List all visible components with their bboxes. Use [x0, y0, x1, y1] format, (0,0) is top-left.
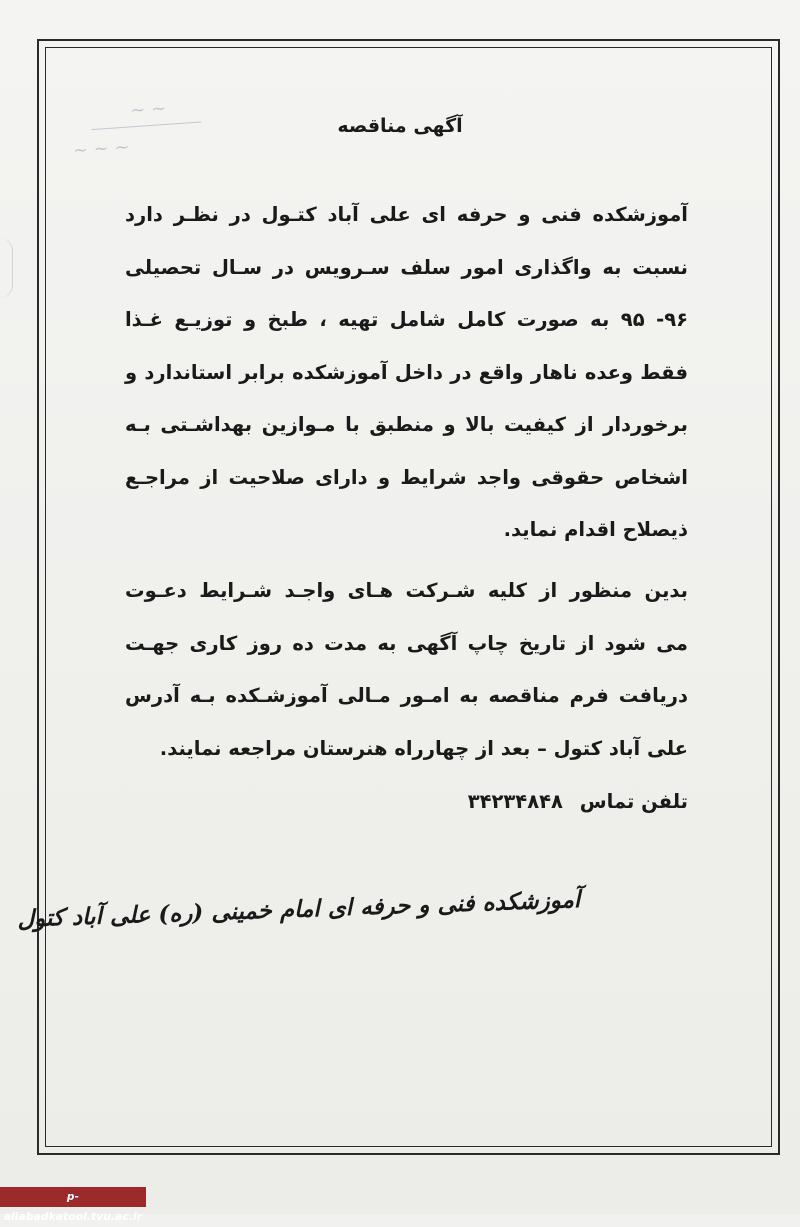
faded-stamp: ~ ~ ~ ~ ~: [60, 95, 215, 175]
notice-paragraph-2: [125, 565, 688, 775]
paragraph-1-line: آموزشکده فنی و حرفه ای علی آباد کتـول در نظـر دارد: [125, 203, 688, 226]
notice-title: آگهی مناقصه: [337, 115, 463, 137]
paragraph-1-line: اشخاص حقوقی واجد شرایط و دارای صلاحیت از مراجـع: [125, 465, 688, 489]
paragraph-2-line: دریافت فرم مناقصه به امـور مـالی آموزشـکده بـه آدرس: [125, 684, 688, 707]
paragraph-2-line: علی آباد کتول – بعد از چهارراه هنرستان مراجعه نمایند.: [159, 736, 688, 760]
paragraph-1-line: ذیصلاح اقدام نماید.: [503, 518, 688, 541]
contact-phone: [468, 790, 688, 813]
site-url-badge[interactable]: p-aliabadkatool.tvu.ac.ir: [0, 1187, 146, 1207]
paragraph-2-line: می شود از تاریخ چاپ آگهی به مدت ده روز کاری جهـت: [125, 631, 688, 655]
scan-edge-mark: [0, 238, 13, 298]
signature-school-name: آموزشکده فنی و حرفه ای امام خمینی (ره) علی آباد کتول: [16, 886, 581, 933]
paragraph-1-line: فقط وعده ناهار واقع در داخل آموزشکده برابر استاندارد و: [125, 360, 688, 384]
paragraph-1-line: برخوردار از کیفیت بالا و منطبق با مـوازین بهداشـتی بـه: [125, 413, 688, 436]
phone-label: تلفن تماس: [579, 790, 688, 813]
notice-paragraph-1: [125, 189, 688, 557]
paragraph-1-line: نسبت به واگذاری امور سلف سـرویس در سـال تحصیلی: [125, 255, 688, 279]
paragraph-1-line: ۹۶- ۹۵ به صورت کامل شامل تهیه ، طبخ و توزیـع غـذا: [125, 308, 688, 331]
paragraph-2-line: بدین منظور از کلیه شـرکت هـای واجـد شـرایط دعـوت: [125, 579, 688, 602]
phone-number: ۳۴۲۳۴۸۴۸: [467, 790, 563, 813]
